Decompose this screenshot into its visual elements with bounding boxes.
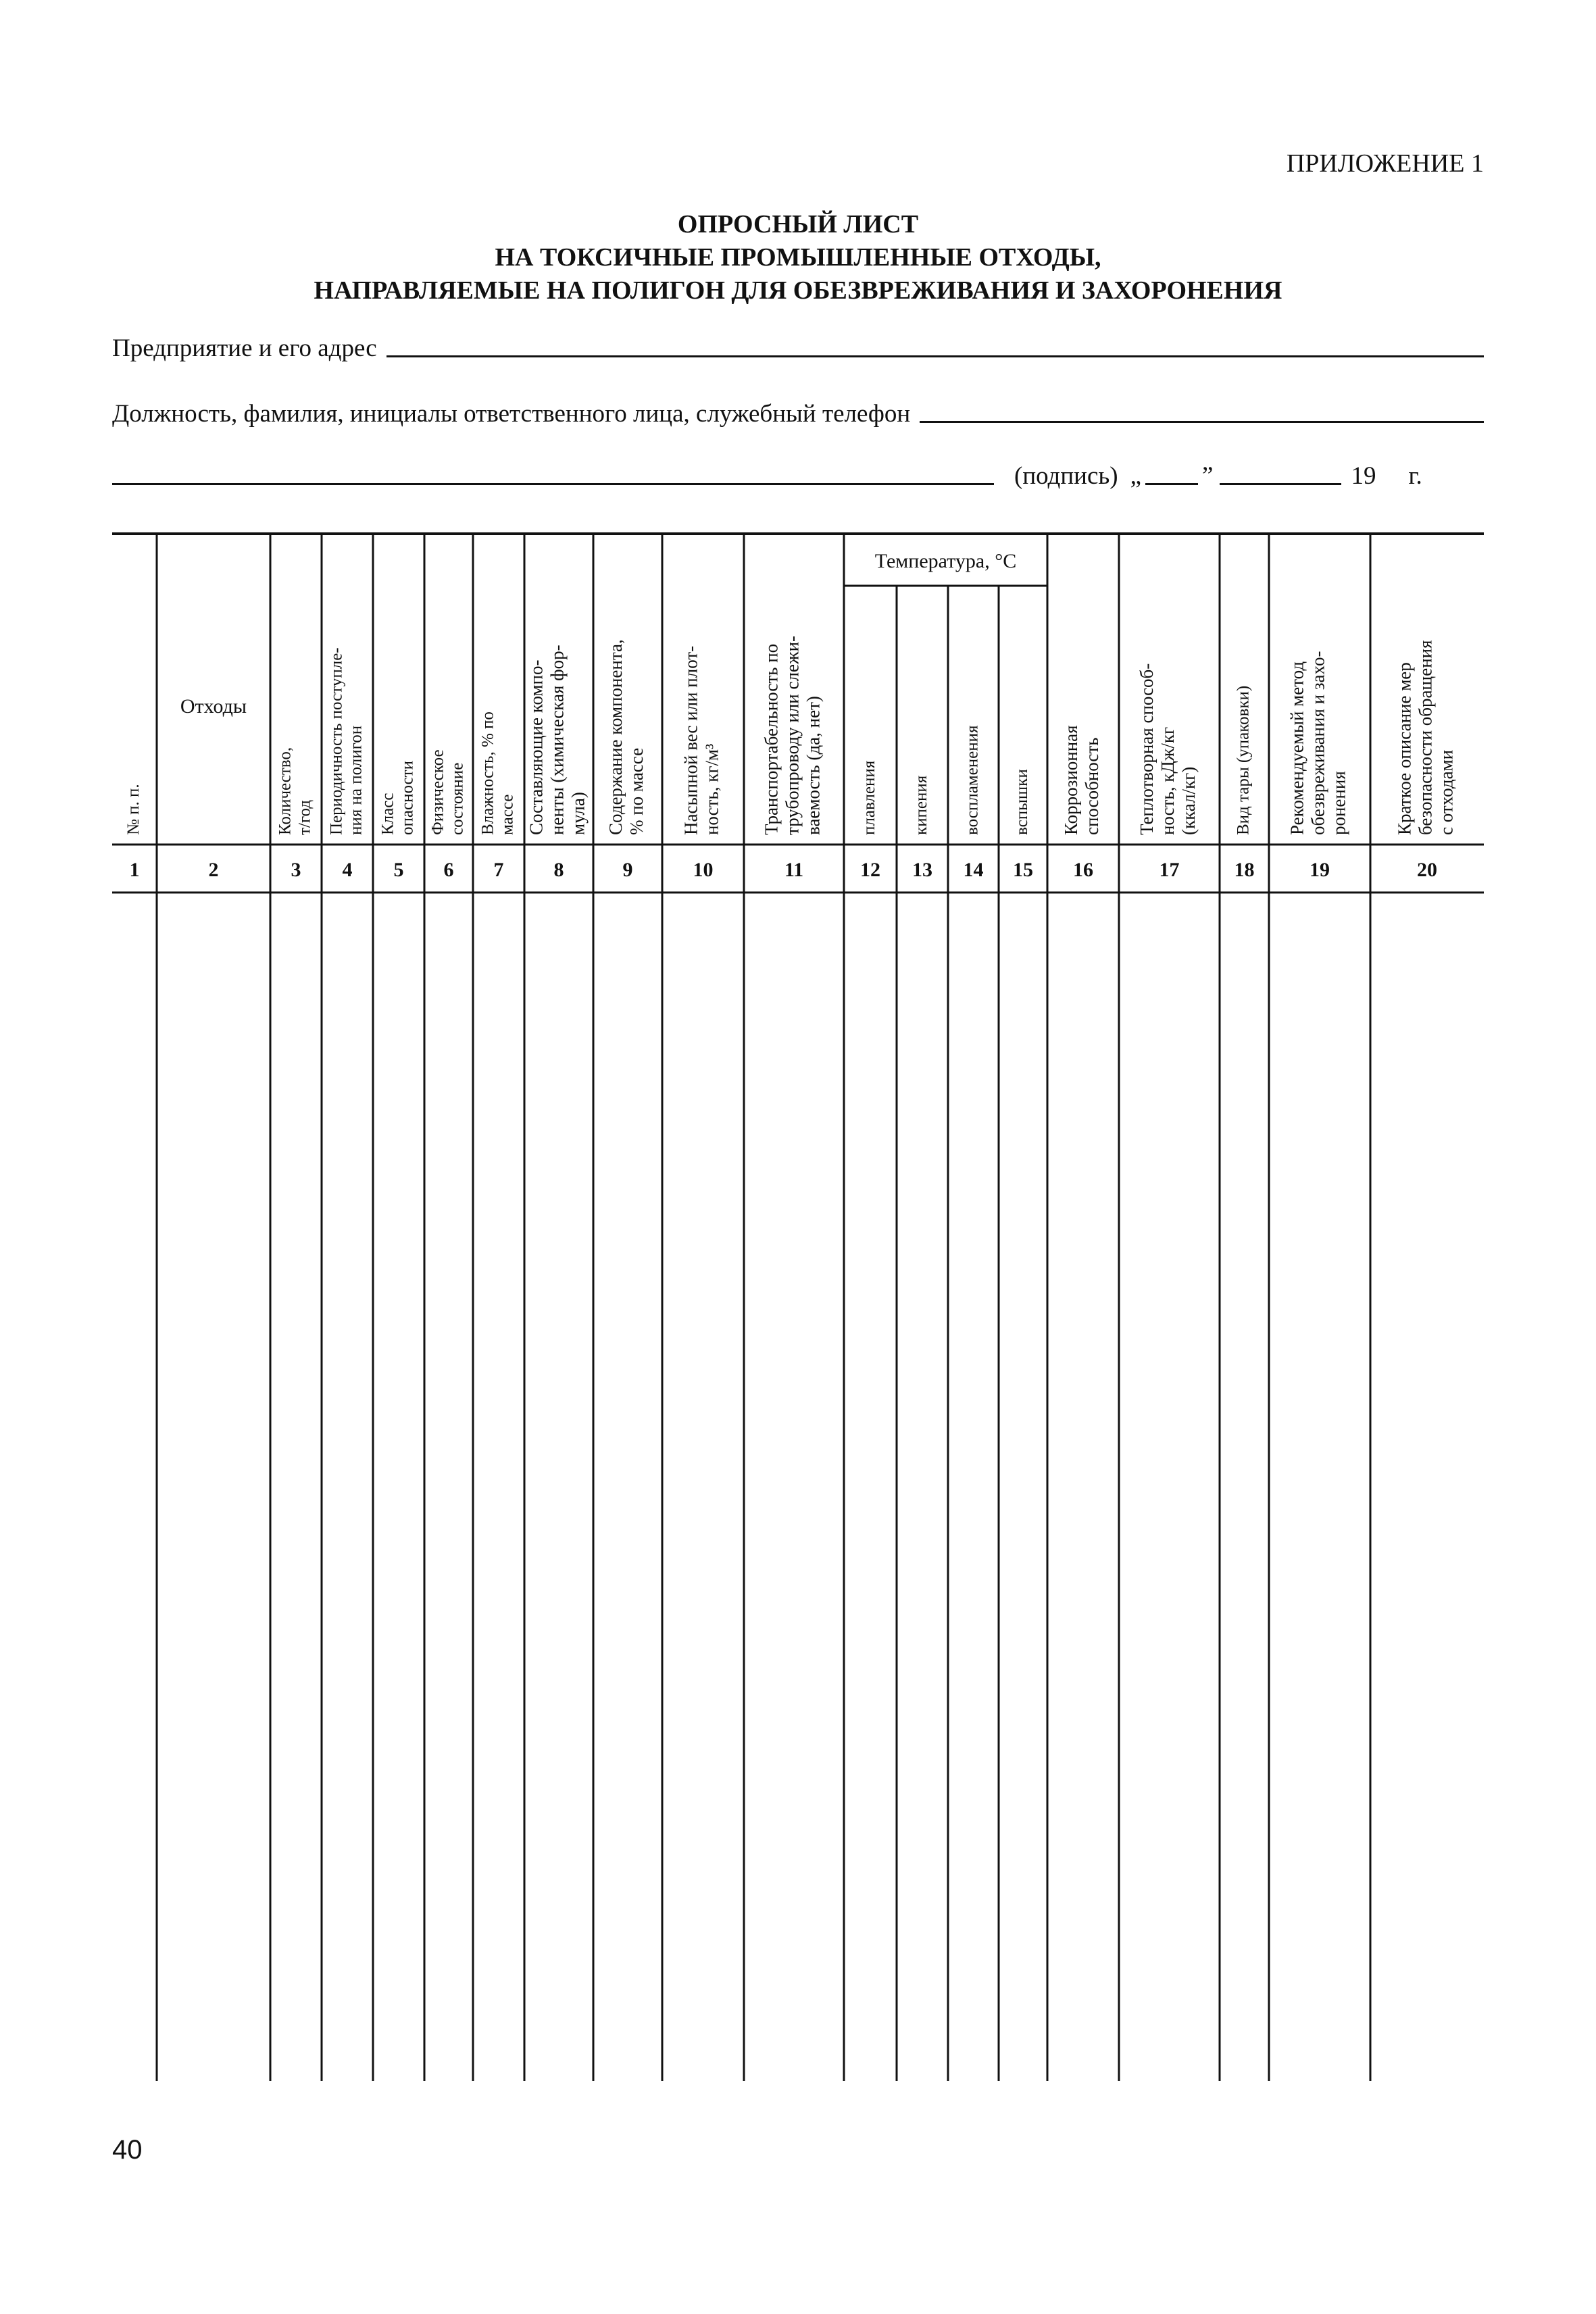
column-number-13: 13 (912, 859, 932, 881)
enterprise-label: Предприятие и его адрес (112, 334, 377, 362)
appendix-label: ПРИЛОЖЕНИЕ 1 (1286, 149, 1484, 178)
header-col-11-line-3: ваемость (да, нет) (803, 696, 824, 835)
header-col-17-line-3: (ккал/кг) (1178, 766, 1199, 835)
header-col-20-line-3: с отходами (1436, 749, 1457, 835)
column-number-14: 14 (963, 859, 984, 881)
date-open-quote: „ (1130, 462, 1142, 490)
header-col-4-line-2: ния на полигон (347, 725, 366, 835)
column-number-8: 8 (553, 859, 564, 881)
column-number-1: 1 (129, 859, 140, 881)
header-col-1-line-1: № п. п. (124, 784, 143, 835)
header-temperature-group: Температура, °С (874, 550, 1017, 572)
header-col-11-line-1: Транспортабельность по (761, 643, 782, 835)
header-col-10-line-2: ность, кг/м³ (701, 743, 722, 835)
header-col-5-line-2: опасности (398, 761, 417, 835)
header-col-3-line-1: Количество, (276, 747, 295, 835)
date-close-quote: ” (1202, 462, 1214, 490)
header-col-3-line-2: т/год (295, 799, 314, 835)
column-number-6: 6 (443, 859, 454, 881)
header-col-20-line-1: Краткое описание мер (1394, 662, 1415, 835)
year-suffix: г. (1408, 462, 1422, 490)
signature-label: (подпись) (1014, 462, 1118, 490)
column-number-3: 3 (291, 859, 301, 881)
header-col-9-line-1: Содержание компонента, (605, 639, 626, 835)
header-col-18-line-1: Вид тары (упаковки) (1234, 685, 1253, 835)
header-col-20-line-2: безопасности обращения (1415, 640, 1436, 835)
column-number-16: 16 (1073, 859, 1093, 881)
column-number-5: 5 (393, 859, 404, 881)
title-line-2: НА ТОКСИЧНЫЕ ПРОМЫШЛЕННЫЕ ОТХОДЫ, (495, 243, 1101, 272)
column-number-10: 10 (693, 859, 714, 881)
column-number-4: 4 (342, 859, 353, 881)
header-col-14-line-1: воспламенения (963, 725, 982, 835)
header-col-8-line-3: мула) (568, 792, 589, 835)
column-number-12: 12 (860, 859, 880, 881)
header-col-5-line-1: Класс (378, 793, 397, 835)
header-col-10-line-1: Насыпной вес или плот- (680, 645, 701, 835)
header-col-6-line-1: Физическое (428, 749, 447, 835)
header-col-4-line-1: Периодичность поступле- (327, 647, 346, 835)
header-col-19-line-1: Рекомендуемый метод (1287, 661, 1307, 835)
header-col-17-line-1: Теплотворная способ- (1137, 663, 1157, 835)
header-col-11-line-2: трубопроводу или слежи- (782, 635, 803, 835)
header-col-8-line-2: ненты (химическая фор- (547, 645, 568, 835)
header-col-16-line-1: Коррозионная (1061, 725, 1082, 835)
column-number-17: 17 (1159, 859, 1180, 881)
header-col-7-line-1: Влажность, % по (478, 711, 497, 835)
header-col-19-line-2: обезвреживания и захо- (1307, 651, 1328, 835)
header-col-12-line-1: плавления (860, 760, 878, 835)
column-number-2: 2 (208, 859, 219, 881)
header-col-6-line-2: состояние (448, 762, 467, 835)
column-number-19: 19 (1310, 859, 1330, 881)
title-line-1: ОПРОСНЫЙ ЛИСТ (677, 210, 919, 238)
header-col-9-line-2: % по массе (626, 747, 647, 835)
header-col-16-line-2: способность (1082, 737, 1103, 835)
header-col-13-line-1: кипения (912, 775, 930, 835)
column-number-7: 7 (493, 859, 504, 881)
header-col-8-line-1: Составляющие компо- (526, 659, 547, 835)
header-col-15-line-1: вспышки (1013, 769, 1031, 835)
header-col-17-line-2: ность, кДж/кг (1157, 726, 1178, 835)
page-number: 40 (112, 2135, 143, 2165)
column-number-11: 11 (784, 859, 804, 881)
header-col-7-line-2: массе (498, 794, 517, 835)
title-line-3: НАПРАВЛЯЕМЫЕ НА ПОЛИГОН ДЛЯ ОБЕЗВРЕЖИВАНИЯ И ЗАХОРОНЕНИЯ (314, 276, 1282, 305)
column-number-18: 18 (1234, 859, 1255, 881)
year-prefix: 19 (1351, 462, 1376, 490)
header-col-19-line-3: ронения (1328, 771, 1349, 835)
responsible-label: Должность, фамилия, инициалы ответственного лица, служебный телефон (112, 400, 911, 428)
column-number-9: 9 (622, 859, 633, 881)
column-number-15: 15 (1013, 859, 1033, 881)
header-wastes: Отходы (180, 695, 247, 718)
column-number-20: 20 (1417, 859, 1437, 881)
